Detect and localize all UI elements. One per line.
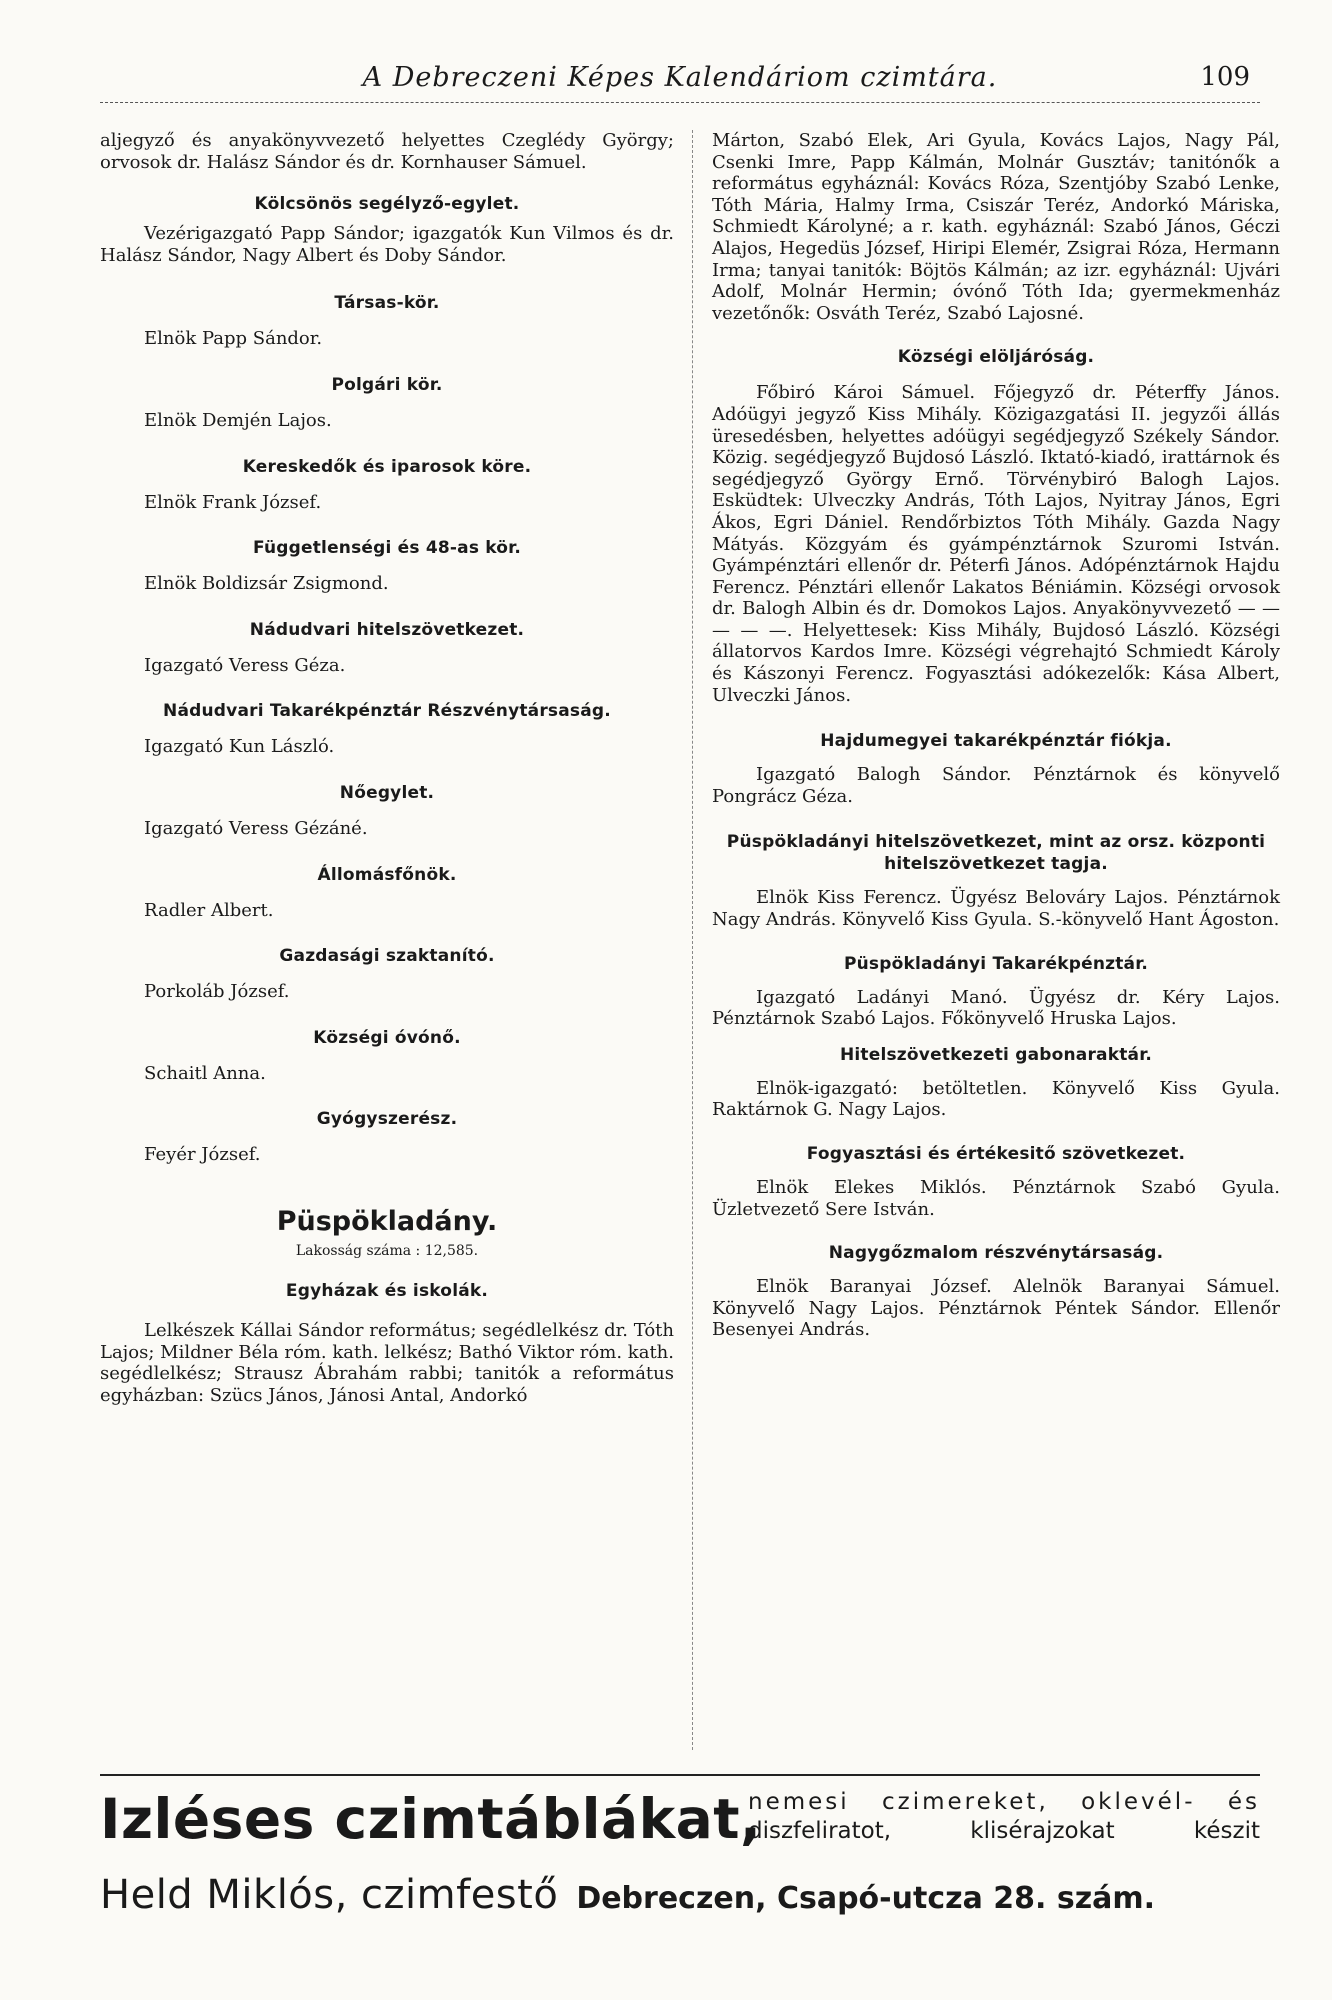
section-heading: Nagygőzmalom részvénytársaság. [828, 1243, 1164, 1264]
section-text: Radler Albert. [144, 899, 274, 921]
ad-headline: Izléses czimtáblákat, [100, 1787, 762, 1851]
section-text: Igazgató Ladányi Manó. Ügyész dr. Kéry Lajos. Pénztárnok Szabó Lajos. Főkönyvelő Hruska Lajos. [712, 986, 1280, 1030]
running-head [100, 62, 1260, 102]
section-heading: Hitelszövetkezeti gabonaraktár. [839, 1044, 1153, 1065]
section-text: Elnök Kiss Ferencz. Ügyész Belováry Lajos. Pénztárnok Nagy András. Könyvelő Kiss Gyula. S.-könyvelő Hant Ágoston. [712, 887, 1280, 931]
right-continuation-paragraph: Márton, Szabó Elek, Ari Gyula, Kovács Lajos, Nagy Pál, Csenki Imre, Papp Kálmán, Molnár Gusztáv; tanitónők a református egyháznál: Kovács Róza, Szentjóby Szabó Lenke, Tóth Mária, Halmy Irma, Csiszár Teréz, Andorkó Máriska, Schmiedt Károlyné; a r. kath. egyháznál: Szabó János, Géczi Alajos, Hegedüs József, Hiripi Elemér, Zsigrai Róza, Hermann Irma; tanyai tanitók: Böjtös Kálmán; az izr. egyháznál: Ujvári Adolf, Molnár Hermin; óvónő Tóth Ida; gyermekmenház vezetőnők: Osváth Teréz, Szabó Lajosné. [712, 130, 1280, 324]
section-text: Porkoláb József. [144, 981, 290, 1003]
section-heading: Gazdasági szaktanító. [279, 946, 495, 967]
ad-side-text [748, 1788, 1260, 1846]
advertisement [100, 1788, 1260, 1978]
section-text: Elnök Frank József. [144, 491, 322, 513]
section-heading: Községi óvónő. [313, 1027, 461, 1048]
section-heading: Nádudvari hitelszövetkezet. [249, 619, 525, 640]
section-text: Főbiró Károi Sámuel. Főjegyző dr. Péterffy János. Adóügyi jegyző Kiss Mihály. Közigazgatási II. jegyzői állás üresedésben, helyettes adóügyi segédjegyző Székely Sándor. Közig. segédjegyző Bujdosó László. Iktató-kiadó, irattárnok és segédjegyző György Ernő. Törvénybiró Balogh Lajos. Esküdtek: Ulveczky András, Tóth Lajos, Nyitray János, Egri Ákos, Egri Dániel. Rendőrbiztos Tóth Mihály. Gazda Nagy Mátyás. Közgyám és gyámpénztárnok Szuromi István. Gyámpénztári ellenőr dr. Péterfi János. Adópénztárnok Hajdu Ferencz. Pénztári ellenőr Lakatos Béniámin. Községi orvosok dr. Balogh Albin és dr. Domokos Lajos. Anyakönyvvezető — — — — —. Helyettesek: Kiss Mihály, Bujdosó László. Községi állatorvos Kardos Imre. Községi végrehajtó Schmiedt Károly és Kászonyi Ferencz. Fogyasztási adókezelők: Kása Albert, Ulveczki János. [712, 382, 1280, 706]
ad-painter-name: Held Miklós, czimfestő [100, 1872, 559, 1918]
section-text: Igazgató Kun László. [144, 736, 335, 758]
section-text: Lelkészek Kállai Sándor református; segédlelkész dr. Tóth Lajos; Mildner Béla róm. kath. lelkész; Bathó Viktor róm. kath. segédlelkész; Strausz Ábrahám rabbi; tanitók a református egyházban: Szücs János, Jánosi Antal, Andorkó [100, 1319, 674, 1406]
header-rule [100, 102, 1260, 103]
section-heading: Kereskedők és iparosok köre. [242, 456, 532, 477]
section-heading: Nádudvari Takarékpénztár Részvénytársaság. [163, 701, 611, 722]
ad-side-line: diszfeliratot, klisérajzokat készit [748, 1818, 1260, 1844]
ad-footer [100, 1872, 1260, 1918]
section-heading: Nőegylet. [339, 782, 435, 803]
section-text: Elnök-igazgató: betöltetlen. Könyvelő Kiss Gyula. Raktárnok G. Nagy Lajos. [712, 1077, 1280, 1121]
section-heading: Függetlenségi és 48-as kör. [252, 538, 522, 559]
section-text: Schaitl Anna. [144, 1062, 266, 1084]
running-head-title: A Debreczeni Képes Kalendáriom czimtára. [362, 62, 998, 93]
section-heading: Egyházak és iskolák. [285, 1280, 489, 1301]
town-population: Lakosság száma : 12,585. [295, 1242, 479, 1259]
section-text: Elnök Baranyai József. Alelnök Baranyai Sámuel. Könyvelő Nagy Lajos. Pénztárnok Péntek Sándor. Ellenőr Besenyei András. [712, 1276, 1280, 1341]
section-heading: Püspökladányi Takarékpénztár. [843, 953, 1149, 974]
section-heading: Hajdumegyei takarékpénztár fiókja. [820, 731, 1172, 752]
section-text: Elnök Papp Sándor. [144, 328, 323, 350]
ad-address: Debreczen, Csapó-utcza 28. szám. [576, 1881, 1156, 1916]
section-heading: Gyógyszerész. [316, 1109, 458, 1130]
section-text: Elnök Boldizsár Zsigmond. [144, 573, 389, 595]
right-column [712, 130, 1280, 1341]
section-text: Igazgató Veress Gézáné. [144, 817, 368, 839]
section-heading: Polgári kör. [331, 374, 443, 395]
section-text: Vezérigazgató Papp Sándor; igazgatók Kun Vilmos és dr. Halász Sándor, Nagy Albert és Doby Sándor. [100, 223, 674, 266]
column-divider [692, 130, 693, 1750]
section-heading: Társas-kör. [334, 293, 440, 314]
section-text: Feyér József. [144, 1144, 261, 1166]
section-text: Igazgató Veress Géza. [144, 654, 346, 676]
town-block [100, 1206, 674, 1260]
section-text: Elnök Demjén Lajos. [144, 409, 332, 431]
section-heading: Kölcsönös segélyző-egylet. [254, 194, 520, 215]
section-heading: Állomásfőnök. [317, 864, 457, 885]
town-name: Püspökladány. [276, 1205, 498, 1237]
section-heading: Püspökladányi hitelszövetkezet, mint az orsz. központi hitelszövetkezet tagja. [726, 832, 1266, 875]
page-number: 109 [1200, 62, 1250, 92]
section-text: Elnök Elekes Miklós. Pénztárnok Szabó Gyula. Üzletvezető Sere István. [712, 1177, 1280, 1220]
left-intro-paragraph: aljegyző és anyakönyvvezető helyettes Czeglédy György; orvosok dr. Halász Sándor és dr. Kornhauser Sámuel. [100, 130, 674, 173]
ad-side-line: nemesi czimereket, oklevél- és [748, 1789, 1260, 1815]
section-text: Igazgató Balogh Sándor. Pénztárnok és könyvelő Pongrácz Géza. [712, 764, 1280, 807]
left-column [100, 130, 674, 1406]
advertisement-rule [100, 1774, 1260, 1776]
section-heading: Községi elöljáróság. [897, 347, 1095, 368]
section-heading: Fogyasztási és értékesitő szövetkezet. [806, 1144, 1186, 1164]
